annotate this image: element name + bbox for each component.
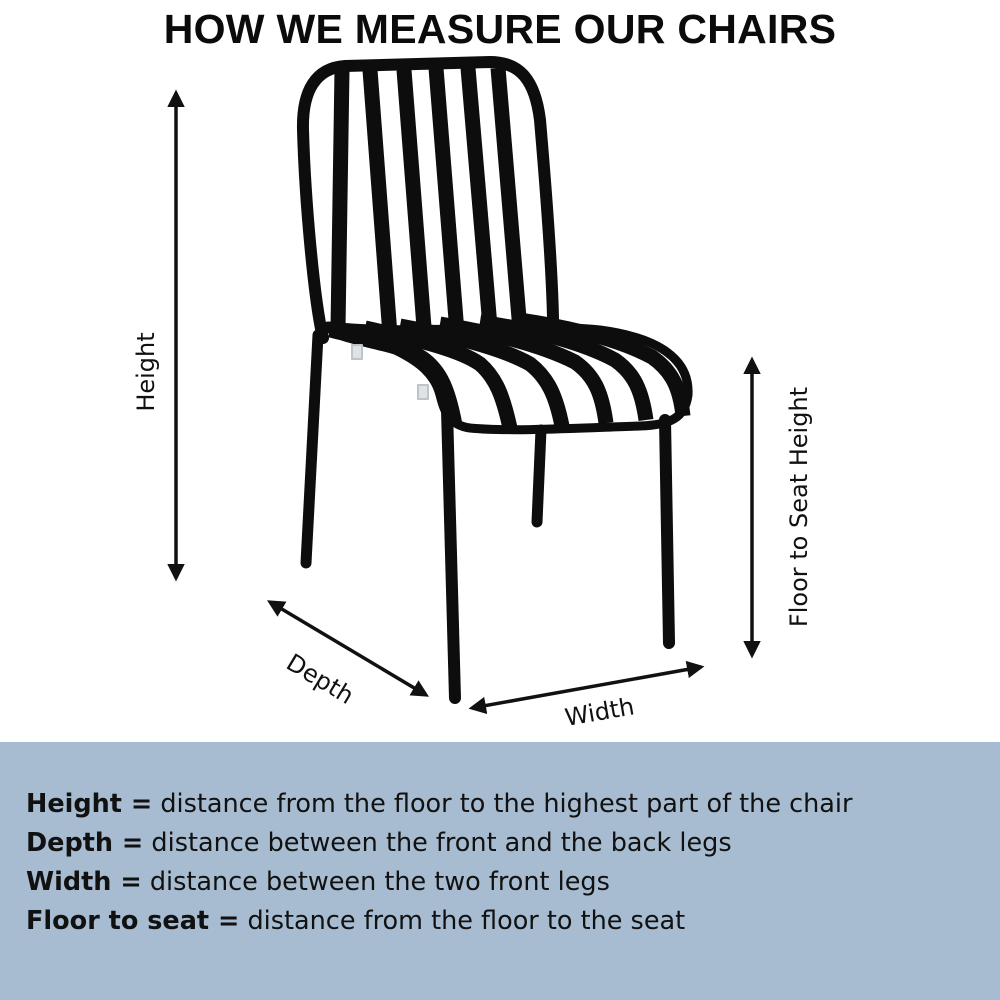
chair-illustration — [303, 62, 688, 698]
definition-term: Depth = — [26, 828, 144, 858]
definitions-panel — [0, 742, 1000, 1000]
definition-depth — [26, 828, 732, 858]
definition-text: distance between the front and the back legs — [143, 828, 732, 858]
floor-to-seat-label: Floor to Seat Height — [785, 386, 813, 628]
definition-term: Height = — [26, 789, 153, 819]
definition-floor-to-seat — [26, 906, 686, 936]
definition-width — [26, 867, 610, 897]
depth-label: Depth — [281, 648, 359, 710]
definition-term: Width = — [26, 867, 142, 897]
definition-height — [26, 789, 853, 819]
definition-text: distance from the floor to the seat — [239, 906, 686, 936]
definition-text: distance from the floor to the highest part of the chair — [152, 789, 853, 819]
width-label: Width — [562, 692, 637, 732]
page-title: HOW WE MEASURE OUR CHAIRS — [163, 6, 837, 52]
definition-term: Floor to seat = — [26, 906, 240, 936]
height-label: Height — [132, 332, 160, 412]
definition-text: distance between the two front legs — [141, 867, 610, 897]
